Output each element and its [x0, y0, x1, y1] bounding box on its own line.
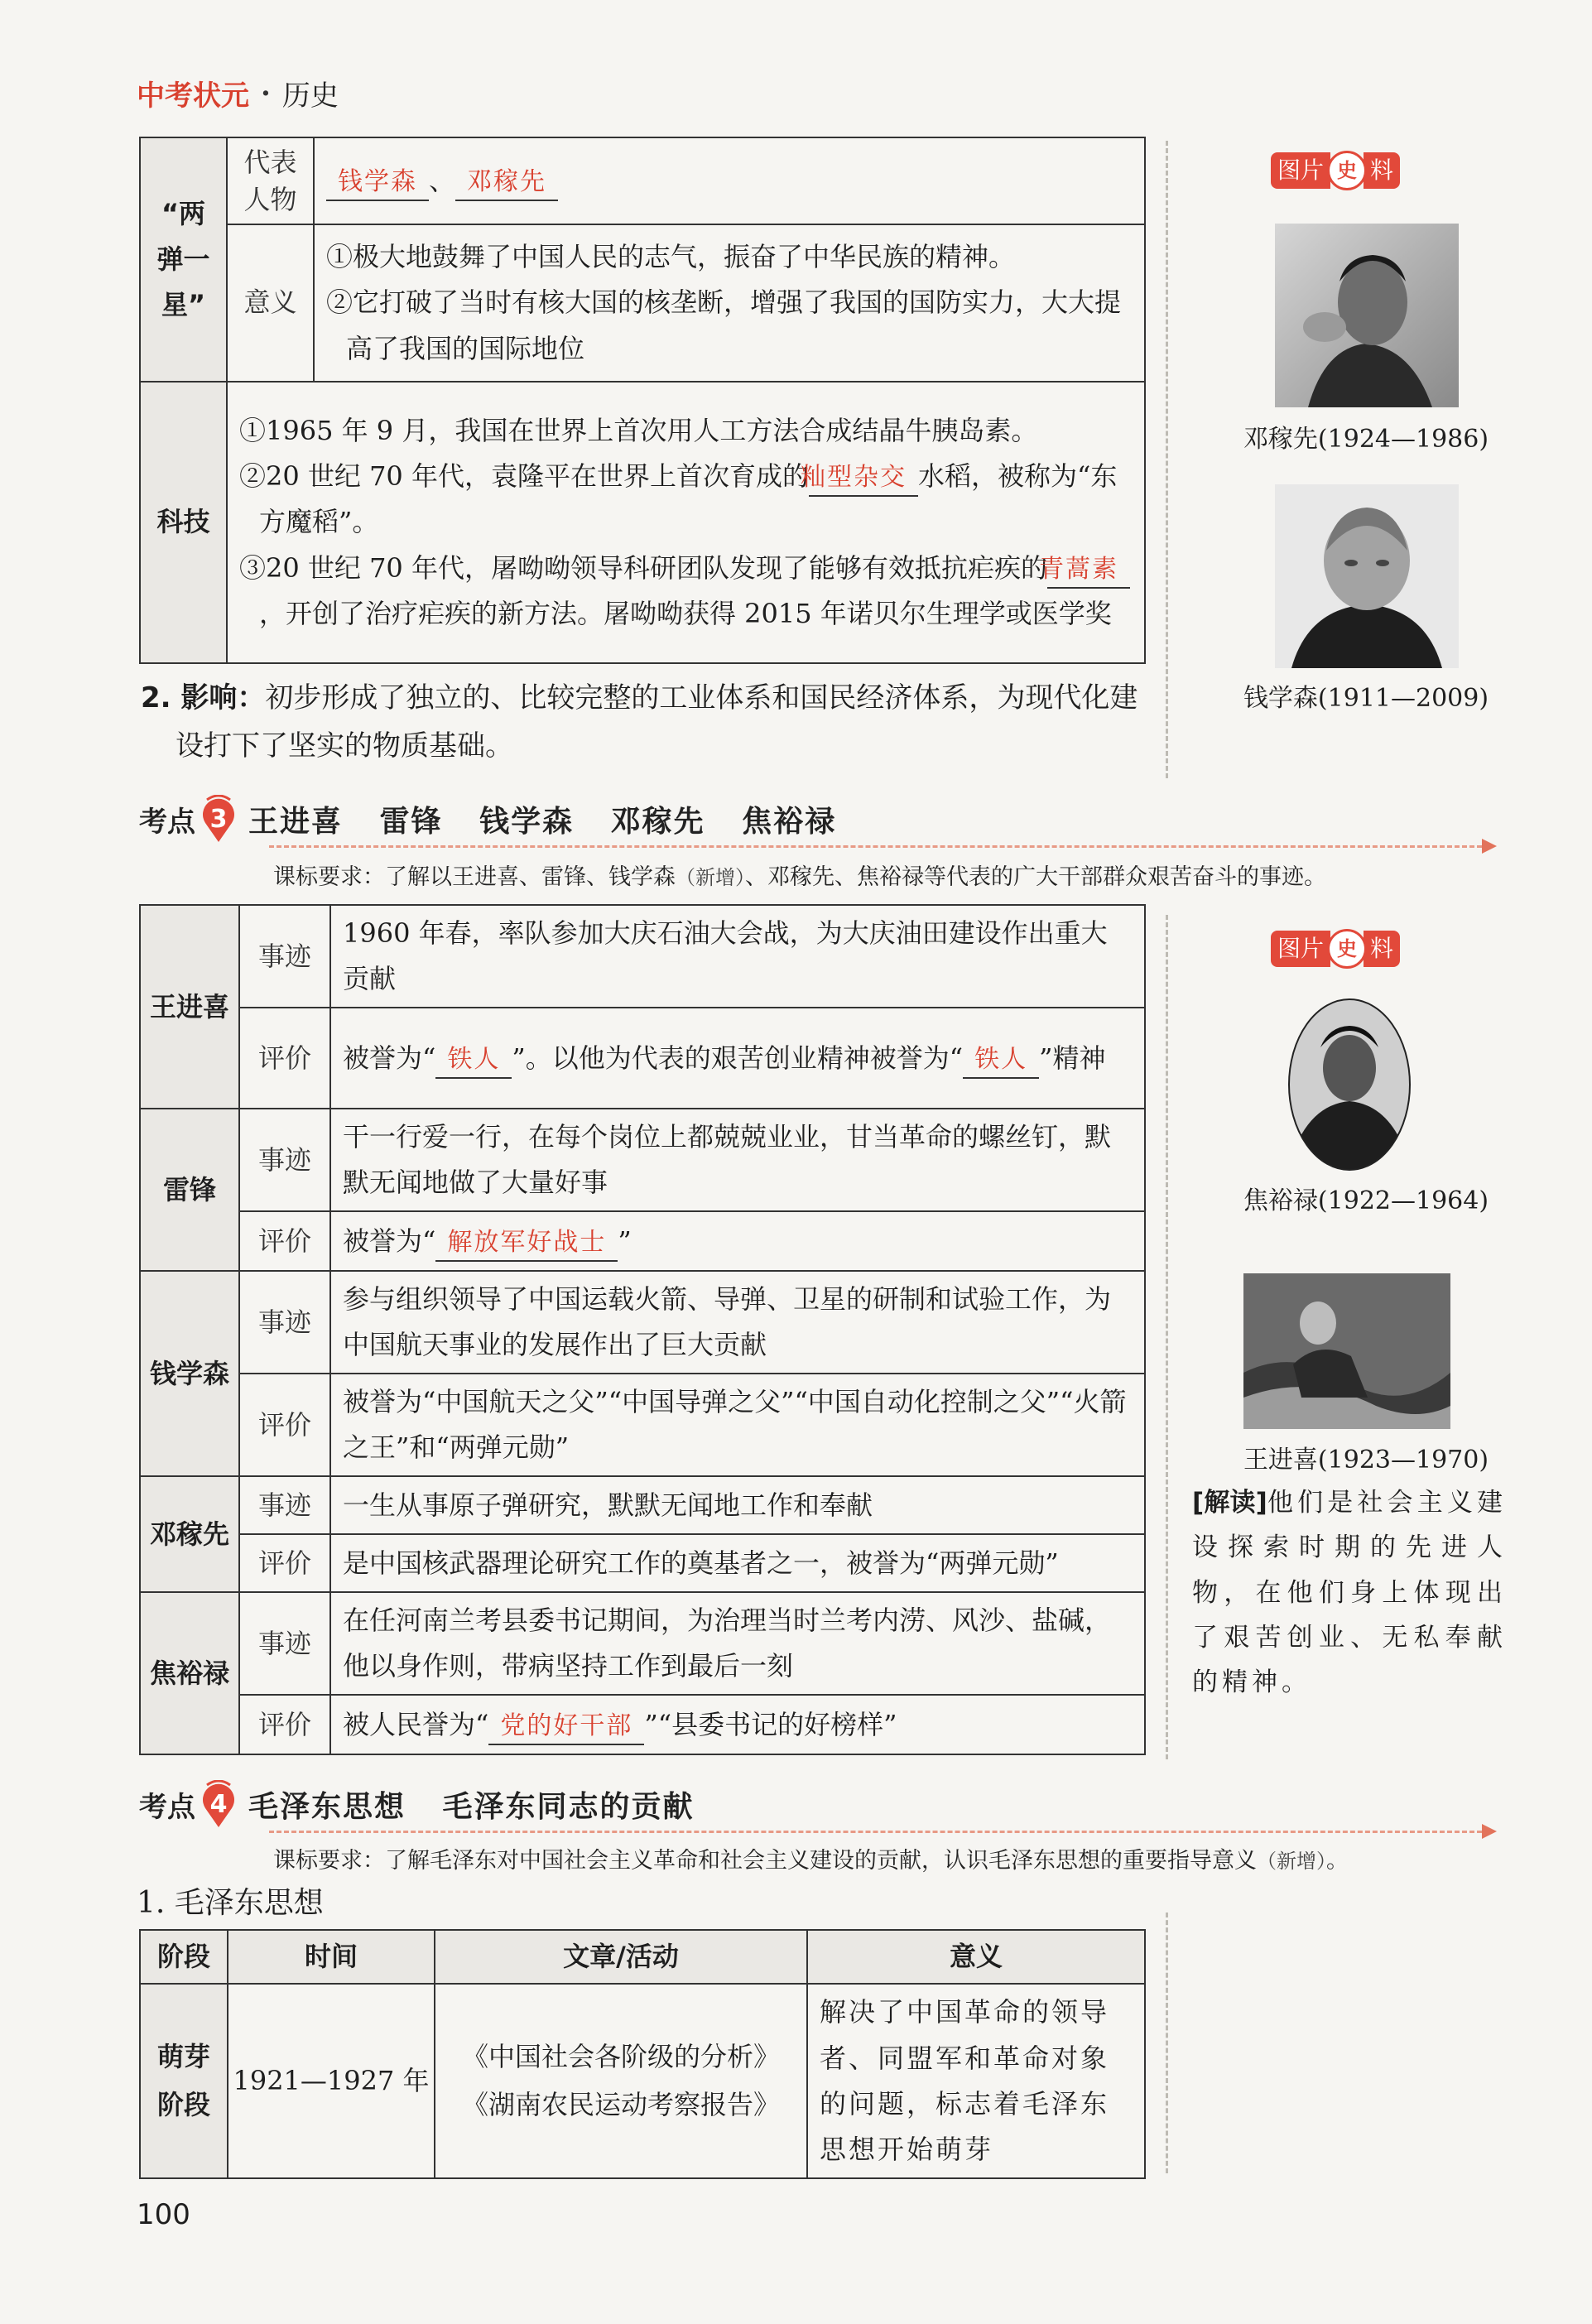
column-divider [1166, 915, 1168, 1759]
impact-text: 初步形成了独立的、比较完整的工业体系和国民经济体系，为现代化建设打下了坚实的物质基础。 [176, 681, 1138, 763]
page-header [137, 73, 339, 113]
arrow-icon [1482, 839, 1497, 854]
caption-qian: 钱学森(1911—2009) [1243, 684, 1489, 713]
caption-deng: 邓稼先(1924—1986) [1243, 425, 1489, 454]
deng-jiaxian-photo [1275, 224, 1459, 407]
tech-line-2: ②20 世纪 70 年代，袁隆平在世界上首次育成的籼型杂交 水稻，被称为“东方魔稻”。 [239, 460, 1118, 538]
section-keyword: 考点 [139, 1790, 195, 1824]
eval-label: 评价 [239, 1374, 330, 1476]
qian-deed: 参与组织领导了中国运载火箭、导弹、卫星的研制和试验工作，为中国航天事业的发展作出了巨大贡献 [330, 1271, 1145, 1374]
sig-label: 意义 [227, 224, 314, 382]
work-title: 《中国社会各阶级的分析》 [461, 2040, 780, 2072]
blank-answer: 青蒿素 [1047, 552, 1130, 589]
works-cell [435, 1984, 807, 2178]
sig-line-2: ②它打破了当时有核大国的核垄断，增强了我国的国防实力，大大提高了我国的国际地位 [326, 286, 1122, 364]
deed-label: 事迹 [239, 1271, 330, 1374]
col-header: 意义 [807, 1930, 1145, 1984]
blank-answer: 解放军好战士 [435, 1225, 618, 1262]
deng-deed: 一生从事原子弹研究，默默无闻地工作和奉献 [330, 1476, 1145, 1534]
new-tag: （新增） [1257, 1850, 1326, 1873]
deed-label: 事迹 [239, 1476, 330, 1534]
lei-eval: 被誉为“ 解放军好战士 ” [330, 1211, 1145, 1271]
blank-answer: 铁人 [963, 1042, 1039, 1079]
qian-xuesen-photo [1275, 484, 1459, 668]
jiao-deed: 在任河南兰考县委书记期间，为治理当时兰考内涝、风沙、盐碱，他以身作则，带病坚持工作到最后一刻 [330, 1592, 1145, 1695]
dashed-rule [269, 845, 1482, 848]
blank-answer: 钱学森 [326, 165, 429, 201]
deed-label: 事迹 [239, 1592, 330, 1695]
col-header: 文章/活动 [435, 1930, 807, 1984]
col-header: 阶段 [140, 1930, 228, 1984]
tech-line-3: ③20 世纪 70 年代，屠呦呦领导科研团队发现了能够有效抵抗疟疾的青蒿素，开创了治疗疟疾的新方法。屠呦呦获得 2015 年诺贝尔生理学或医学奖 [239, 546, 1133, 637]
meaning-cell: 解决了中国革命的领导者、同盟军和革命对象的问题，标志着毛泽东思想开始萌芽 [807, 1984, 1145, 2178]
qian-eval: 被誉为“中国航天之父”“中国导弹之父”“中国自动化控制之父”“火箭之王”和“两弹元勋” [330, 1374, 1145, 1476]
eval-label: 评价 [239, 1211, 330, 1271]
curriculum-requirement: 课标要求：了解以王进喜、雷锋、钱学森（新增）、邓稼先、焦裕禄等代表的广大干部群众艰苦奋斗的事迹。 [273, 864, 1326, 890]
caption-wang: 王进喜(1923—1970) [1243, 1446, 1489, 1475]
jiao-yulu-photo [1287, 998, 1412, 1172]
deng-eval: 是中国核武器理论研究工作的奠基者之一，被誉为“两弹元勋” [330, 1534, 1145, 1592]
dashed-rule [269, 1831, 1482, 1833]
achievements-table [139, 137, 1146, 664]
tech-line-1: ①1965 年 9 月，我国在世界上首次用人工方法合成结晶牛胰岛素。 [239, 415, 1038, 447]
person-wang: 王进喜 [140, 905, 239, 1109]
tech-label: 科技 [140, 382, 227, 663]
header-subject: 历史 [281, 79, 339, 113]
sig-line-1: ①极大地鼓舞了中国人民的志气，振奋了中华民族的精神。 [326, 241, 1016, 273]
picture-material-badge: 图片 史 料 [1271, 929, 1400, 969]
picture-material-badge: 图片 史 料 [1271, 151, 1400, 190]
subsection-title: 1. 毛泽东思想 [137, 1886, 324, 1920]
rep-separator: 、 [429, 164, 456, 196]
section-number: 4 [209, 1790, 228, 1819]
impact-label: 2. 影响： [141, 681, 266, 715]
wang-jinxi-photo [1243, 1273, 1450, 1429]
page-number: 100 [137, 2198, 190, 2231]
section-heading-4 [139, 1780, 695, 1828]
tech-cell [227, 382, 1145, 663]
section-heading-3 [139, 795, 836, 843]
person-jiao: 焦裕禄 [140, 1592, 239, 1754]
people-table [139, 904, 1146, 1755]
person-lei: 雷锋 [140, 1109, 239, 1271]
work-title: 《湖南农民运动考察报告》 [461, 2088, 780, 2120]
blank-answer: 铁人 [435, 1042, 512, 1079]
two-bombs-label: “两弹一星” [140, 137, 227, 382]
pin-icon [200, 1780, 237, 1828]
note-text: 他们是社会主义建设探索时期的先进人物，在他们身上体现出了艰苦创业、无私奉献的精神。 [1192, 1488, 1508, 1697]
note-label: [解读] [1192, 1488, 1267, 1518]
time-cell: 1921—1927 年 [228, 1984, 435, 2178]
eval-label: 评价 [239, 1534, 330, 1592]
rep-cell [314, 137, 1145, 224]
wang-eval: 被誉为“ 铁人 ”。以他为代表的艰苦创业精神被誉为“ 铁人 ”精神 [330, 1008, 1145, 1109]
eval-label: 评价 [239, 1695, 330, 1754]
jiao-eval: 被人民誉为“ 党的好干部 ”“县委书记的好榜样” [330, 1695, 1145, 1754]
section-keyword: 考点 [139, 805, 195, 839]
header-separator: · [261, 76, 271, 110]
blank-answer: 籼型杂交 [809, 460, 918, 497]
person-qian: 钱学森 [140, 1271, 239, 1476]
blank-answer: 邓稼先 [455, 165, 558, 201]
caption-jiao: 焦裕禄(1922—1964) [1243, 1186, 1489, 1215]
person-deng: 邓稼先 [140, 1476, 239, 1592]
curriculum-requirement: 课标要求：了解毛泽东对中国社会主义革命和社会主义建设的贡献，认识毛泽东思想的重要指导意义（新增）。 [273, 1848, 1349, 1874]
deed-label: 事迹 [239, 905, 330, 1008]
lei-deed: 干一行爱一行，在每个岗位上都兢兢业业，甘当革命的螺丝钉，默默无闻地做了大量好事 [330, 1109, 1145, 1211]
deed-label: 事迹 [239, 1109, 330, 1211]
blank-answer: 党的好干部 [488, 1709, 644, 1745]
column-divider [1166, 1913, 1168, 2173]
impact-paragraph [141, 675, 1159, 771]
section-title: 王进喜 雷锋 钱学森 邓稼先 焦裕禄 [248, 804, 837, 839]
eval-label: 评价 [239, 1008, 330, 1109]
pin-icon [200, 795, 237, 843]
section-title: 毛泽东思想 毛泽东同志的贡献 [248, 1789, 695, 1824]
rep-label: 代表人物 [227, 137, 314, 224]
col-header: 时间 [228, 1930, 435, 1984]
column-divider [1166, 141, 1168, 778]
brand-logo: 中考状元 [137, 79, 249, 113]
new-tag: （新增） [676, 866, 745, 889]
arrow-icon [1482, 1824, 1497, 1839]
wang-deed: 1960 年春，率队参加大庆石油大会战，为大庆油田建设作出重大贡献 [330, 905, 1145, 1008]
section-number: 3 [209, 805, 228, 834]
stage-cell: 萌芽阶段 [140, 1984, 228, 2178]
mao-thought-table [139, 1929, 1146, 2179]
sig-cell [314, 224, 1145, 382]
interpretation-note [1192, 1480, 1507, 1705]
